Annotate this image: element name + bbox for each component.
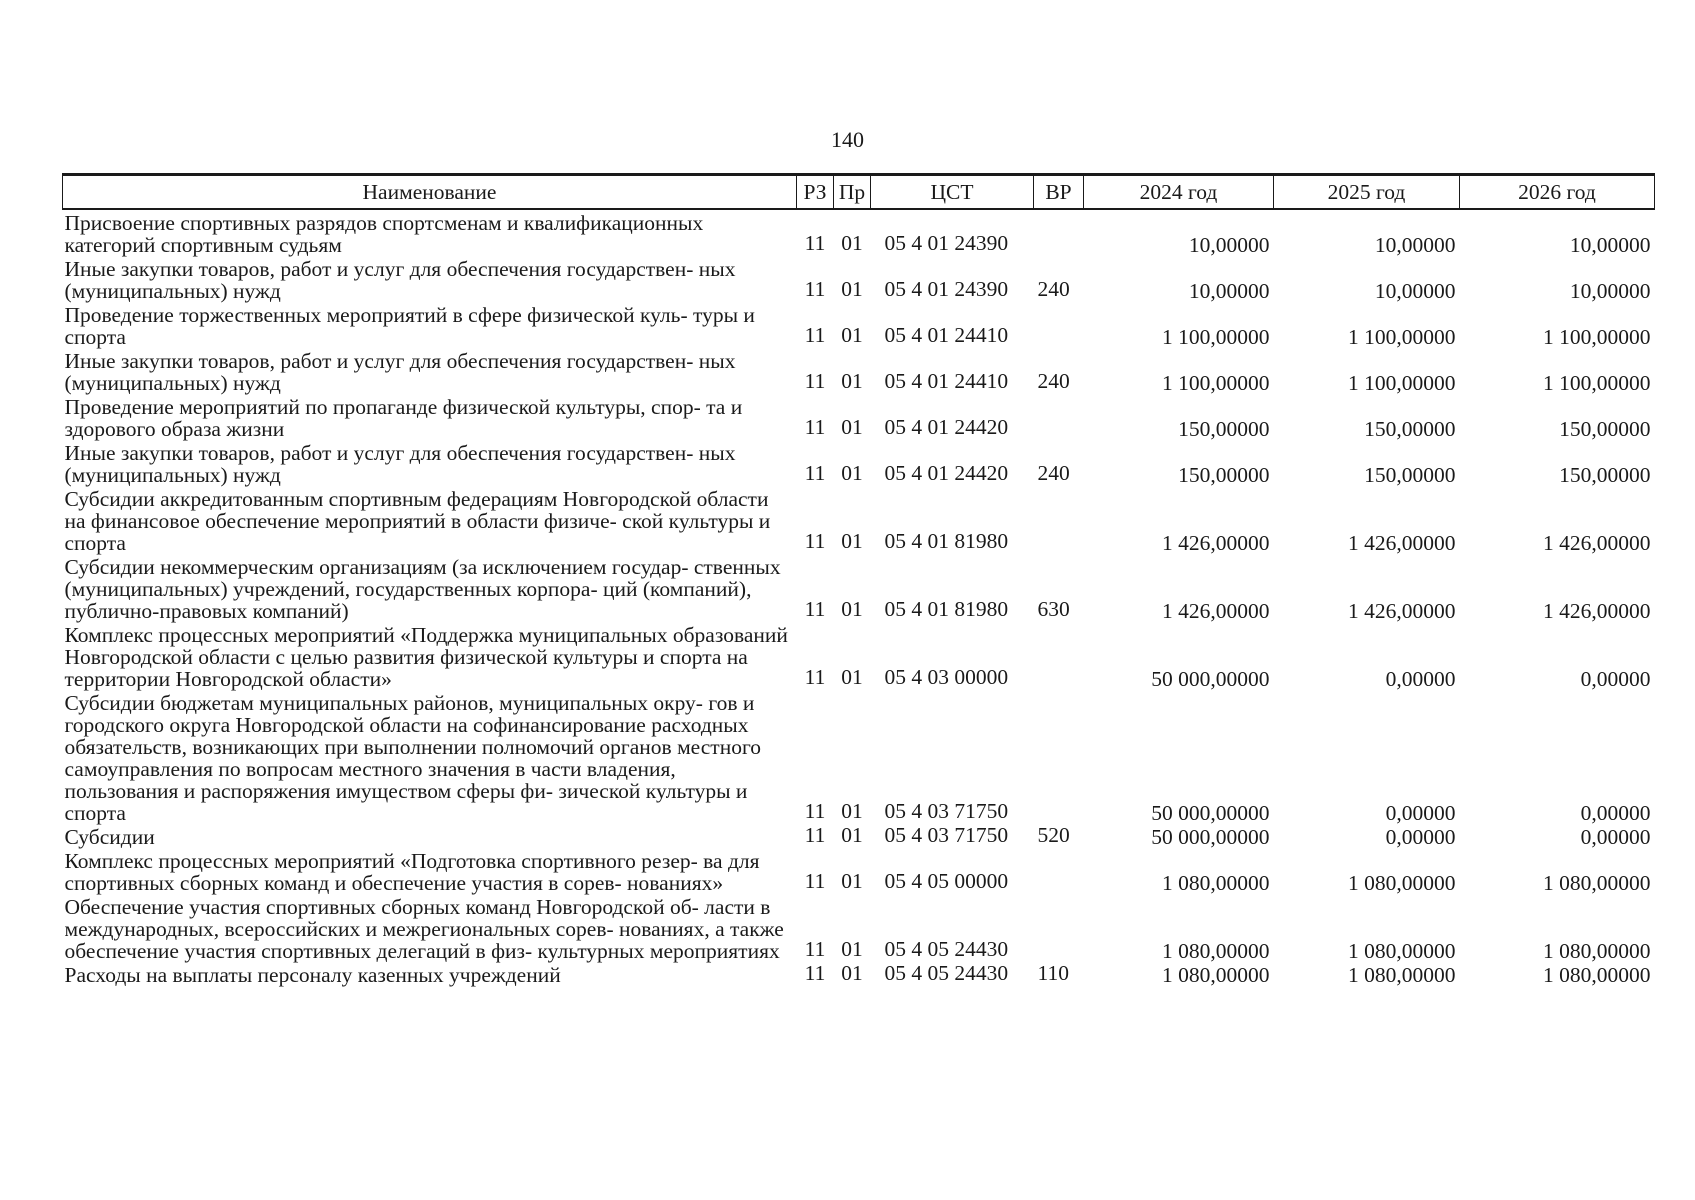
table-row (63, 440, 1655, 486)
cell-vr (1034, 848, 1084, 894)
cell-cst: 05 4 01 24390 (884, 231, 1009, 255)
cell-name: Обеспечение участия спортивных сборных команд Новгородской об- ласти в международных, всероссийских и межрегиональных сорев- нованиях, а также обеспечение участия спортивных делегаций в физ- культурных мероприятиях (64, 895, 784, 963)
cell-2026: 1 100,00000 (1543, 325, 1651, 349)
cell-pr: 01 (841, 323, 863, 347)
cell-rz: 11 (804, 961, 826, 985)
cell-cst: 05 4 01 24420 (884, 415, 1009, 439)
cell-name: Комплекс процессных мероприятий «Поддержка муниципальных образований Новгородской области с целью развития физической культуры и спорта на территории Новгородской области» (64, 623, 788, 691)
cell-2026: 1 426,00000 (1543, 531, 1651, 555)
header-2026: 2026 год (1460, 175, 1655, 210)
header-name: Наименование (63, 175, 797, 210)
cell-pr: 01 (841, 869, 863, 893)
cell-pr: 01 (841, 529, 863, 553)
cell-2025: 150,00000 (1364, 417, 1456, 441)
cell-cst: 05 4 01 24410 (884, 369, 1009, 393)
header-2025: 2025 год (1274, 175, 1460, 210)
cell-2024: 150,00000 (1178, 417, 1270, 441)
cell-2024: 1 080,00000 (1162, 871, 1270, 895)
cell-name: Иные закупки товаров, работ и услуг для обеспечения государствен- ных (муниципальных) нужд (64, 257, 736, 303)
cell-vr (1034, 209, 1084, 256)
table-header (63, 175, 1655, 210)
cell-name: Проведение торжественных мероприятий в сфере физической куль- туры и спорта (64, 303, 755, 349)
cell-cst: 05 4 05 24430 (884, 937, 1009, 961)
table-row (63, 962, 1655, 986)
cell-vr (1034, 894, 1084, 962)
table-body (63, 209, 1655, 986)
header-pr: Пр (834, 175, 871, 210)
cell-2026: 1 080,00000 (1543, 939, 1651, 963)
cell-2024: 10,00000 (1188, 233, 1270, 257)
cell-2025: 1 080,00000 (1348, 939, 1456, 963)
cell-vr: 520 (1037, 823, 1070, 847)
header-vr: ВР (1034, 175, 1084, 210)
table-row (63, 348, 1655, 394)
budget-table (62, 173, 1655, 986)
cell-cst: 05 4 03 71750 (884, 823, 1009, 847)
cell-pr: 01 (841, 231, 863, 255)
cell-name: Субсидии (64, 825, 155, 849)
cell-cst: 05 4 05 00000 (884, 869, 1009, 893)
cell-rz: 11 (804, 799, 826, 823)
cell-2026: 0,00000 (1580, 801, 1651, 825)
cell-pr: 01 (841, 369, 863, 393)
cell-2026: 1 426,00000 (1543, 599, 1651, 623)
cell-2025: 1 100,00000 (1348, 371, 1456, 395)
cell-name: Присвоение спортивных разрядов спортсменам и квалификационных категорий спортивным судьям (64, 211, 704, 257)
cell-name: Проведение мероприятий по пропаганде физической культуры, спор- та и здорового образа жизни (64, 395, 743, 441)
cell-2024: 1 100,00000 (1162, 325, 1270, 349)
cell-rz: 11 (804, 823, 826, 847)
cell-cst: 05 4 05 24430 (884, 961, 1009, 985)
cell-name: Субсидии некоммерческим организациям (за исключением государ- ственных (муниципальных) учреждений, государственных корпора- ций (компаний), публично-правовых компаний) (64, 555, 781, 623)
cell-pr: 01 (841, 415, 863, 439)
cell-2025: 150,00000 (1364, 463, 1456, 487)
cell-2025: 10,00000 (1374, 233, 1456, 257)
cell-2024: 1 080,00000 (1162, 939, 1270, 963)
cell-2026: 1 080,00000 (1543, 871, 1651, 895)
cell-vr (1034, 690, 1084, 824)
cell-2024: 1 080,00000 (1162, 963, 1270, 987)
cell-vr (1034, 394, 1084, 440)
cell-cst: 05 4 01 81980 (884, 529, 1009, 553)
cell-rz: 11 (804, 937, 826, 961)
header-cst: ЦСТ (871, 175, 1034, 210)
table-row (63, 622, 1655, 690)
table-row (63, 824, 1655, 848)
cell-cst: 05 4 03 71750 (884, 799, 1009, 823)
cell-2025: 1 080,00000 (1348, 871, 1456, 895)
cell-cst: 05 4 01 81980 (884, 597, 1009, 621)
cell-pr: 01 (841, 961, 863, 985)
cell-vr: 630 (1037, 597, 1070, 621)
table-row (63, 209, 1655, 256)
cell-pr: 01 (841, 461, 863, 485)
page-number: 140 (831, 127, 864, 152)
cell-2024: 1 426,00000 (1162, 531, 1270, 555)
cell-cst: 05 4 03 00000 (884, 665, 1009, 689)
table-row (63, 894, 1655, 962)
cell-2026: 0,00000 (1580, 825, 1651, 849)
cell-2025: 1 426,00000 (1348, 531, 1456, 555)
header-row (63, 175, 1655, 210)
cell-2024: 10,00000 (1188, 279, 1270, 303)
cell-vr: 240 (1037, 461, 1070, 485)
cell-2025: 10,00000 (1374, 279, 1456, 303)
cell-2025: 0,00000 (1385, 667, 1456, 691)
cell-2026: 0,00000 (1580, 667, 1651, 691)
table-row (63, 394, 1655, 440)
cell-2026: 10,00000 (1569, 279, 1651, 303)
cell-2025: 1 100,00000 (1348, 325, 1456, 349)
cell-2026: 150,00000 (1559, 417, 1651, 441)
header-rz: РЗ (797, 175, 834, 210)
cell-rz: 11 (804, 461, 826, 485)
cell-rz: 11 (804, 231, 826, 255)
cell-name: Иные закупки товаров, работ и услуг для обеспечения государствен- ных (муниципальных) нужд (64, 349, 736, 395)
cell-vr (1034, 622, 1084, 690)
cell-2025: 1 080,00000 (1348, 963, 1456, 987)
cell-pr: 01 (841, 277, 863, 301)
cell-vr: 110 (1037, 961, 1069, 985)
cell-2026: 10,00000 (1569, 233, 1651, 257)
table-row (63, 256, 1655, 302)
cell-cst: 05 4 01 24390 (884, 277, 1009, 301)
cell-name: Расходы на выплаты персоналу казенных учреждений (64, 963, 561, 987)
cell-2026: 1 080,00000 (1543, 963, 1651, 987)
cell-2024: 1 426,00000 (1162, 599, 1270, 623)
cell-2026: 1 100,00000 (1543, 371, 1651, 395)
table-row (63, 690, 1655, 824)
cell-cst: 05 4 01 24420 (884, 461, 1009, 485)
cell-2026: 150,00000 (1559, 463, 1651, 487)
cell-rz: 11 (804, 277, 826, 301)
cell-name: Иные закупки товаров, работ и услуг для обеспечения государствен- ных (муниципальных) нужд (64, 441, 736, 487)
cell-cst: 05 4 01 24410 (884, 323, 1009, 347)
cell-2024: 50 000,00000 (1151, 801, 1270, 825)
cell-vr (1034, 486, 1084, 554)
cell-rz: 11 (804, 597, 826, 621)
cell-vr (1034, 302, 1084, 348)
cell-pr: 01 (841, 665, 863, 689)
cell-2024: 50 000,00000 (1151, 825, 1270, 849)
table-row (63, 302, 1655, 348)
cell-rz: 11 (804, 369, 826, 393)
cell-name: Субсидии аккредитованным спортивным федерациям Новгородской области на финансовое обеспечение мероприятий в области физиче- ской культуры и спорта (64, 487, 771, 555)
cell-name: Комплекс процессных мероприятий «Подготовка спортивного резер- ва для спортивных сборных команд и обеспечение участия в сорев- нованиях» (64, 849, 760, 895)
cell-pr: 01 (841, 597, 863, 621)
cell-rz: 11 (804, 529, 826, 553)
cell-pr: 01 (841, 799, 863, 823)
cell-2025: 0,00000 (1385, 825, 1456, 849)
cell-2024: 1 100,00000 (1162, 371, 1270, 395)
cell-2024: 150,00000 (1178, 463, 1270, 487)
cell-2025: 0,00000 (1385, 801, 1456, 825)
cell-pr: 01 (841, 823, 863, 847)
cell-rz: 11 (804, 665, 826, 689)
cell-rz: 11 (804, 415, 826, 439)
cell-rz: 11 (804, 869, 826, 893)
cell-vr: 240 (1037, 277, 1070, 301)
table-row (63, 554, 1655, 622)
header-2024: 2024 год (1084, 175, 1274, 210)
cell-name: Субсидии бюджетам муниципальных районов, муниципальных окру- гов и городского округа Новгородской области на софинансирование расходных обязательств, возникающих при выполнении полномочий органов местного самоуправления по вопросам местного значения в части владения, пользования и распоряжения имуществом сферы фи- зической культуры и спорта (64, 691, 761, 825)
table-row (63, 486, 1655, 554)
cell-vr: 240 (1037, 369, 1070, 393)
cell-pr: 01 (841, 937, 863, 961)
cell-2024: 50 000,00000 (1151, 667, 1270, 691)
table-row (63, 848, 1655, 894)
cell-2025: 1 426,00000 (1348, 599, 1456, 623)
cell-rz: 11 (804, 323, 826, 347)
